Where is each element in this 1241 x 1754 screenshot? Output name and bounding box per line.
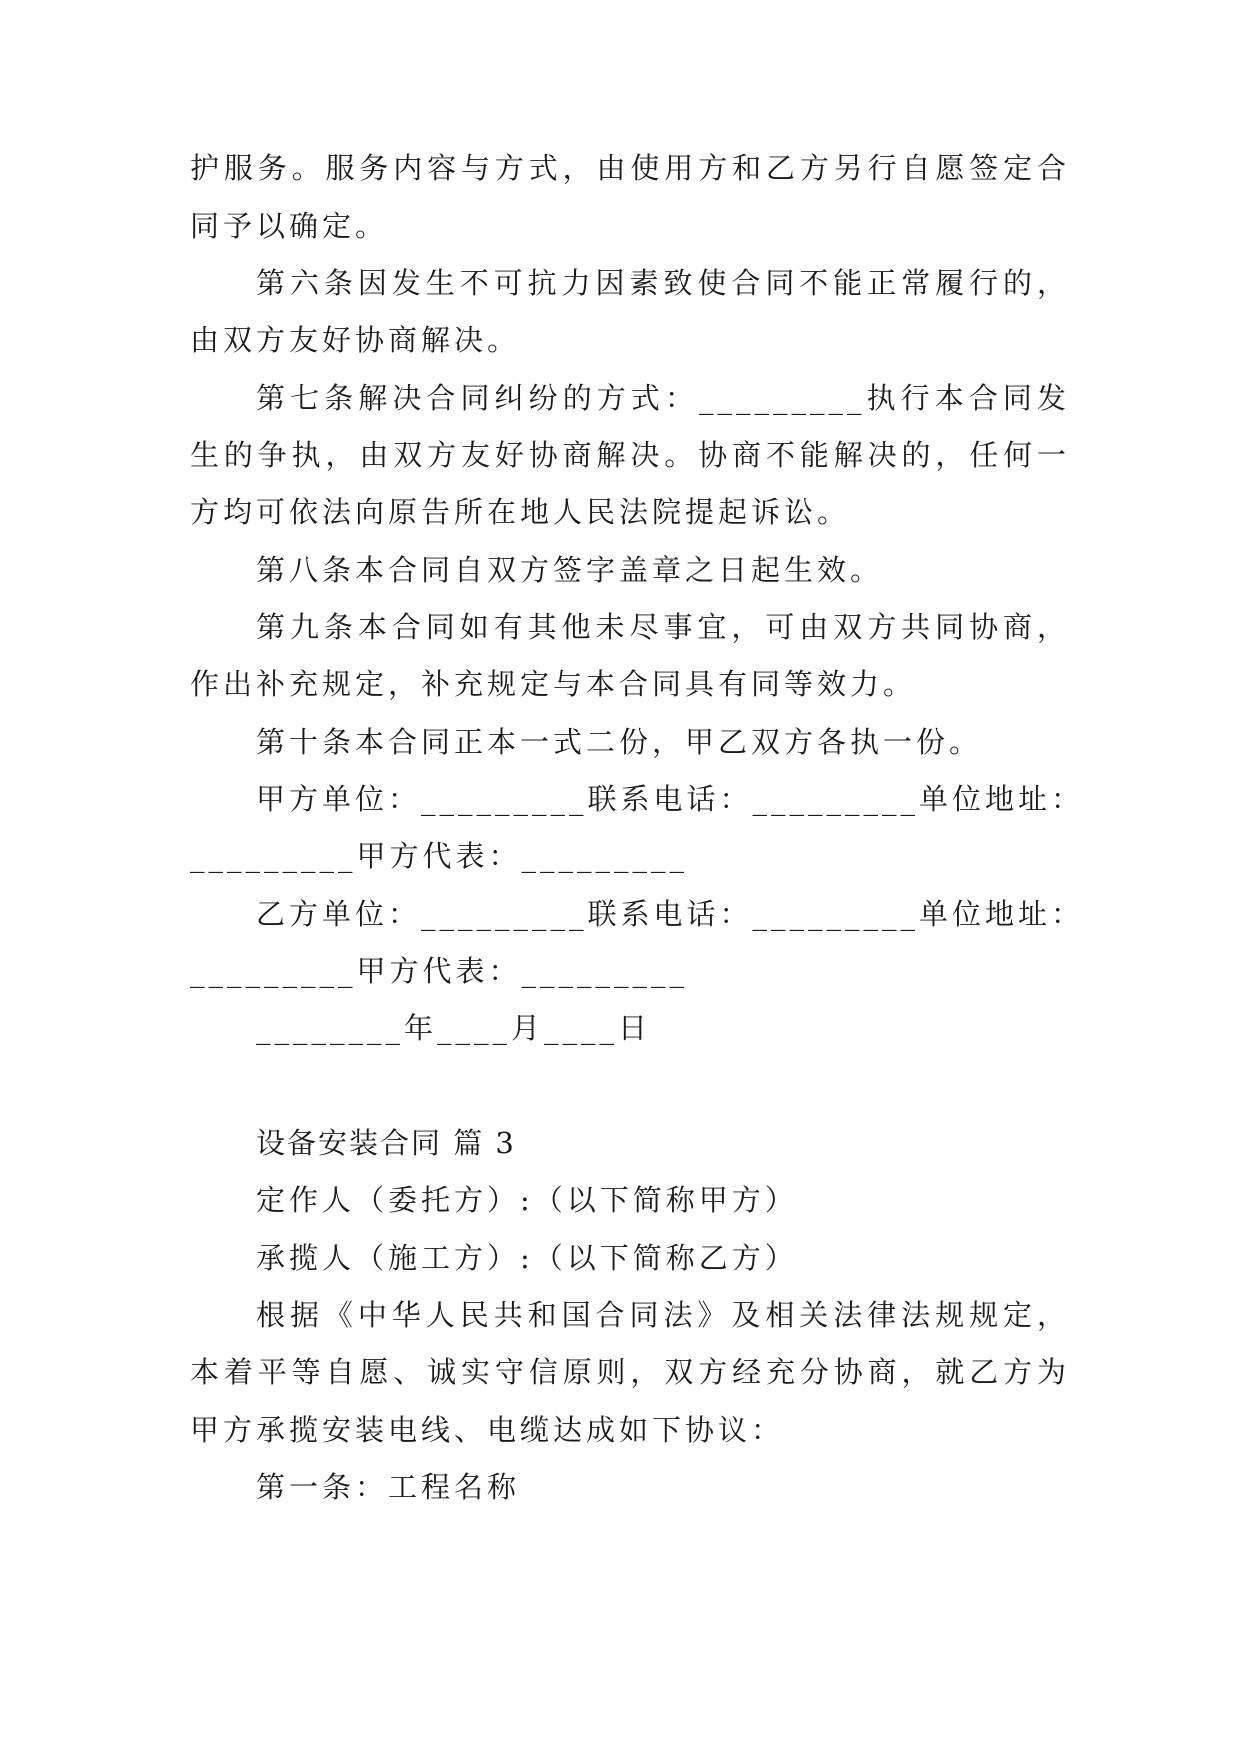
text-line: 第十条本合同正本一式二份，甲乙双方各执一份。	[256, 725, 983, 759]
text-line: 生的争执，由双方友好协商解决。协商不能解决的，任何一	[190, 438, 1070, 472]
text-line: 第一条：工程名称	[256, 1470, 521, 1504]
text-line: 方均可依法向原告所在地人民法院提起诉讼。	[190, 495, 851, 529]
text-line: 第八条本合同自双方签字盖章之日起生效。	[256, 553, 884, 587]
text-line: 乙方单位：_________联系电话：_________单位地址：	[256, 897, 1085, 931]
text-line: ________年____月____日	[256, 1011, 652, 1045]
text-line: 作出补充规定，补充规定与本合同具有同等效力。	[190, 667, 917, 701]
text-line: 第六条因发生不可抗力因素致使合同不能正常履行的，	[256, 266, 1070, 300]
section-title: 设备安装合同 篇 3	[256, 1126, 516, 1160]
text-line: 甲方单位：_________联系电话：_________单位地址：	[256, 782, 1085, 816]
text-line: _________甲方代表：_________	[190, 954, 689, 988]
text-line: 同予以确定。	[190, 209, 389, 243]
text-line: 承揽人（施工方）:（以下简称乙方）	[256, 1241, 798, 1275]
text-line: 定作人（委托方）:（以下简称甲方）	[256, 1183, 798, 1217]
text-line: 第七条解决合同纠纷的方式：_________执行本合同发	[256, 381, 1070, 415]
text-line: 甲方承揽安装电线、电缆达成如下协议：	[190, 1413, 785, 1447]
text-line: 第九条本合同如有其他未尽事宜，可由双方共同协商，	[256, 610, 1070, 644]
text-line: 由双方友好协商解决。	[190, 323, 521, 357]
text-line: 根据《中华人民共和国合同法》及相关法律法规规定，	[256, 1298, 1070, 1332]
text-line: 护服务。服务内容与方式，由使用方和乙方另行自愿签定合	[190, 151, 1070, 185]
text-line: _________甲方代表：_________	[190, 839, 689, 873]
text-line: 本着平等自愿、诚实守信原则，双方经充分协商，就乙方为	[190, 1355, 1070, 1389]
